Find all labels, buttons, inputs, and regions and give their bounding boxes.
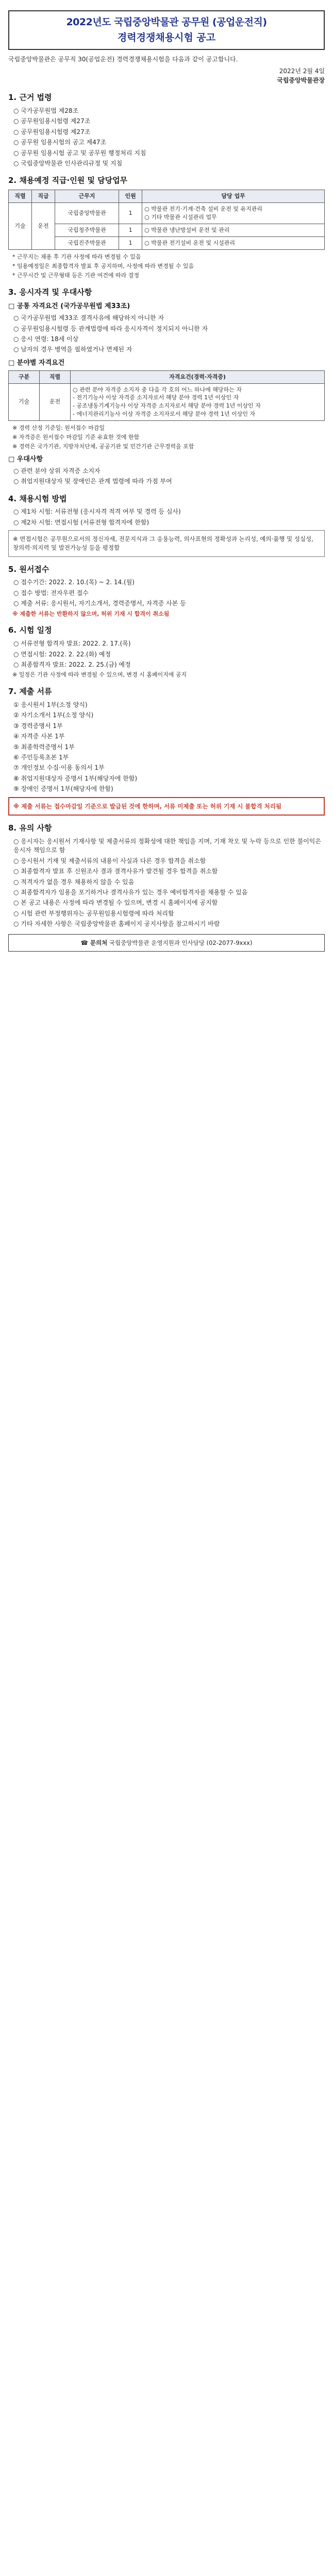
table-header: 근무지: [55, 190, 119, 203]
page-title-line1: 2022년도 국립중앙박물관 공무원 (공업운전직): [66, 16, 267, 28]
section-4-list: [8, 507, 325, 527]
list-item: ○ 공무원임용시험령 제27조: [13, 128, 91, 135]
table-cell: ○ 박물관 냉난방설비 운전 및 관리: [142, 224, 325, 236]
note: * 근무시간 및 근무형태 등은 기관 여건에 따라 결정: [12, 272, 139, 279]
list-item: ① 응시원서 1부(소정 양식): [13, 701, 88, 709]
list-item: ○ 제2차 시험: 면접시험 (서류전형 합격자에 한함): [13, 518, 149, 526]
list-item: ○ 최종합격자 발표: 2022. 2. 25.(금) 예정: [13, 661, 131, 668]
table-row: [9, 203, 325, 224]
section-6-list: [8, 639, 325, 669]
section-5-title: 5. 원서접수: [8, 564, 49, 574]
table-cell: 1: [119, 236, 142, 249]
table-header: 인원: [119, 190, 142, 203]
table-cell: 1: [119, 203, 142, 224]
interview-criteria-box: ※ 면접시험은 공무원으로서의 정신자세, 전문지식과 그 응용능력, 의사표현의 정확성과 논리성, 예의·품행 및 성실성, 창의력·의지력 및 발전가능성 등을 평정함: [8, 530, 325, 556]
list-item: ⑨ 장애인 증명서 1부(해당자에 한함): [13, 785, 113, 793]
section-8-list: [8, 837, 325, 929]
list-item: ○ 국가공무원법 제28조: [13, 107, 79, 115]
table-cell: 국립중앙박물관: [55, 203, 119, 224]
list-item: ② 자기소개서 1부(소정 양식): [13, 711, 94, 719]
table-header: 구분: [9, 370, 40, 383]
table-cell: 1: [119, 224, 142, 236]
table-cell: 국립진주박물관: [55, 236, 119, 249]
contact-box: [8, 934, 325, 952]
list-item: ○ 남자의 경우 병역을 필하였거나 면제된 자: [13, 346, 132, 353]
table-header: 직렬: [40, 370, 71, 383]
list-item: ○ 공무원임용시험령 등 관계법령에 따라 응시자격이 정지되지 아니한 자: [13, 325, 208, 332]
list-item: ○ 국립중앙박물관 인사관리규정 및 지침: [13, 159, 123, 167]
page-title-line2: 경력경쟁채용시험 공고: [117, 31, 216, 43]
table-row: [9, 224, 325, 236]
issuer: 국립중앙박물관장: [277, 76, 325, 84]
note: ※ 경력은 국가기관, 지방자치단체, 공공기관 및 민간기관 근무경력을 포함: [12, 443, 194, 450]
note: ※ 자격증은 원서접수 마감일 기준 유효한 것에 한함: [12, 434, 140, 441]
list-item: ○ 응시 연령: 18세 이상: [13, 335, 79, 343]
list-item: ⑥ 주민등록초본 1부: [13, 754, 69, 761]
list-item: ⑦ 개인정보 수집·이용 동의서 1부: [13, 764, 105, 772]
section-1-title: 1. 근거 법령: [8, 93, 52, 103]
table-cell: ○ 박물관 전기·기계·건축 설비 운전 및 유지관리 ○ 기타 박물관 시설관리 업무: [142, 203, 325, 224]
section-7-title: 7. 제출 서류: [8, 687, 52, 697]
subsection-preferences: □ 우대사항: [8, 455, 43, 464]
table-cell: 기술: [9, 383, 40, 421]
list-item: ③ 경력증명서 1부: [13, 722, 63, 730]
list-item: ○ 시험 관련 부정행위자는 공무원임용시험령에 따라 처리함: [13, 909, 174, 917]
documents-warning-box: ※ 제출 서류는 접수마감일 기준으로 발급된 것에 한하며, 서류 미제출 또는 허위 기재 시 불합격 처리됨: [8, 797, 325, 816]
list-item: ○ 관련 분야 상위 자격증 소지자: [13, 467, 101, 474]
note: ※ 경력 산정 기준일: 원서접수 마감일: [12, 425, 105, 432]
section-5-notice: ※ 제출한 서류는 반환하지 않으며, 허위 기재 시 합격이 취소됨: [12, 610, 170, 617]
title-box: [8, 10, 325, 50]
list-item: ④ 자격증 사본 1부: [13, 733, 65, 740]
table-cell: 운전: [32, 203, 55, 250]
list-item: ○ 최종합격자가 임용을 포기하거나 결격사유가 있는 경우 예비합격자를 채용할 수 있음: [13, 888, 248, 896]
table-cell: 기술: [9, 203, 32, 250]
requirements-table: [8, 370, 325, 421]
preferences-list: [8, 467, 325, 486]
table-header: 담당 업무: [142, 190, 325, 203]
subsection-field-requirements: □ 분야별 자격요건: [8, 359, 65, 367]
table-header: 자격요건(경력·자격증): [71, 370, 325, 383]
subsection-common-requirements: □ 공통 자격요건 (국가공무원법 제33조): [8, 302, 130, 311]
list-item: ○ 접수 방법: 전자우편 접수: [13, 589, 89, 597]
section-4-title: 4. 채용시험 방법: [8, 494, 67, 503]
section-5-list: [8, 578, 325, 608]
section-6-title: 6. 시험 일정: [8, 625, 52, 635]
table-cell: 국립청주박물관: [55, 224, 119, 236]
list-item: ○ 기타 자세한 사항은 국립중앙박물관 홈페이지 공지사항을 참고하시기 바람: [13, 920, 220, 928]
list-item: ○ 공무원임용시험령 제27조: [13, 117, 91, 125]
table-row: [9, 383, 325, 421]
common-requirements-list: [8, 314, 325, 354]
section-1-list: [8, 107, 325, 168]
list-item: ⑧ 취업지원대상자 증명서 1부(해당자에 한함): [13, 774, 138, 782]
section-8-title: 8. 유의 사항: [8, 823, 52, 833]
positions-table: [8, 190, 325, 250]
table-cell: 운전: [40, 383, 71, 421]
list-item: ○ 적격자가 없을 경우 채용하지 않을 수 있음: [13, 878, 135, 886]
table-cell: ○ 박물관 전기설비 운전 및 시설관리: [142, 236, 325, 249]
list-item: ○ 제출 서류: 응시원서, 자기소개서, 경력증명서, 자격증 사본 등: [13, 600, 186, 607]
list-item: ○ 서류전형 합격자 발표: 2022. 2. 17.(목): [13, 640, 131, 648]
list-item: ○ 최종합격자 발표 후 신원조사 결과 결격사유가 발견될 경우 합격을 취소함: [13, 868, 218, 875]
date: 2022년 2월 4일: [279, 67, 325, 75]
table-row: [9, 236, 325, 249]
list-item: ⑤ 최종학력증명서 1부: [13, 743, 75, 751]
list-item: ○ 공무원 임용시험 공고 및 공무원 행정처리 지침: [13, 149, 146, 157]
contact-label: ☎ 문의처: [80, 939, 108, 946]
section-2-notes: [8, 253, 325, 280]
intro-text: 국립중앙박물관은 공무직 30(공업운전) 경력경쟁채용시험을 다음과 같이 공고합니다.: [8, 56, 238, 63]
list-item: ○ 응시원서 기재 및 제출서류의 내용이 사실과 다른 경우 합격을 취소함: [13, 857, 206, 865]
table-cell: ○ 관련 분야 자격증 소지자 중 다음 각 호의 어느 하나에 해당하는 자 - 전기기능사 이상 자격증 소지자로서 해당 분야 경력 1년 이상인 자 - 공조냉동기계기능사 이상 자격증 소지자로서 해당 분야 경력 1년 이상인 자 - 에너지관리기능사 이상 자격증 소지자로서 해당 분야 경력 1년 이상인 자: [71, 383, 325, 421]
list-item: ○ 취업지원대상자 및 장애인은 관계 법령에 따라 가점 부여: [13, 478, 172, 485]
section-2-title: 2. 채용예정 직급·인원 및 담당업무: [8, 176, 128, 185]
section-3-notes: [8, 424, 325, 451]
table-header: 직렬: [9, 190, 32, 203]
list-item: ○ 응시자는 응시원서 기재사항 및 제출서류의 정확성에 대한 책임을 지며, 기재 착오 및 누락 등으로 인한 불이익은 응시자 책임으로 함: [13, 838, 321, 854]
list-item: ○ 제1차 시험: 서류전형 (응시자격 적격 여부 및 경력 등 심사): [13, 508, 181, 516]
document-page: [0, 0, 333, 967]
section-3-title: 3. 응시자격 및 우대사항: [8, 287, 92, 297]
list-item: ○ 접수기간: 2022. 2. 10.(목) ~ 2. 14.(월): [13, 579, 135, 586]
table-header: 직급: [32, 190, 55, 203]
list-item: ○ 면접시험: 2022. 2. 22.(화) 예정: [13, 650, 111, 658]
list-item: ○ 본 공고 내용은 사정에 따라 변경될 수 있으며, 변경 시 홈페이지에 공지함: [13, 899, 218, 907]
list-item: ○ 공무원 임용시험의 공고 제47조: [13, 139, 107, 146]
contact-line: 국립중앙박물관 운영지원과 인사담당 (02-2077-9xxx): [109, 939, 253, 946]
note: * 근무지는 채용 후 기관 사정에 따라 변경될 수 있음: [12, 253, 141, 260]
section-6-note: ※ 일정은 기관 사정에 따라 변경될 수 있으며, 변경 시 홈페이지에 공지: [12, 671, 187, 679]
documents-list: [8, 701, 325, 794]
note: * 임용예정일은 최종합격자 발표 후 공지하며, 사정에 따라 변경될 수 있음: [12, 262, 194, 269]
list-item: ○ 국가공무원법 제33조 결격사유에 해당하지 아니한 자: [13, 314, 164, 322]
